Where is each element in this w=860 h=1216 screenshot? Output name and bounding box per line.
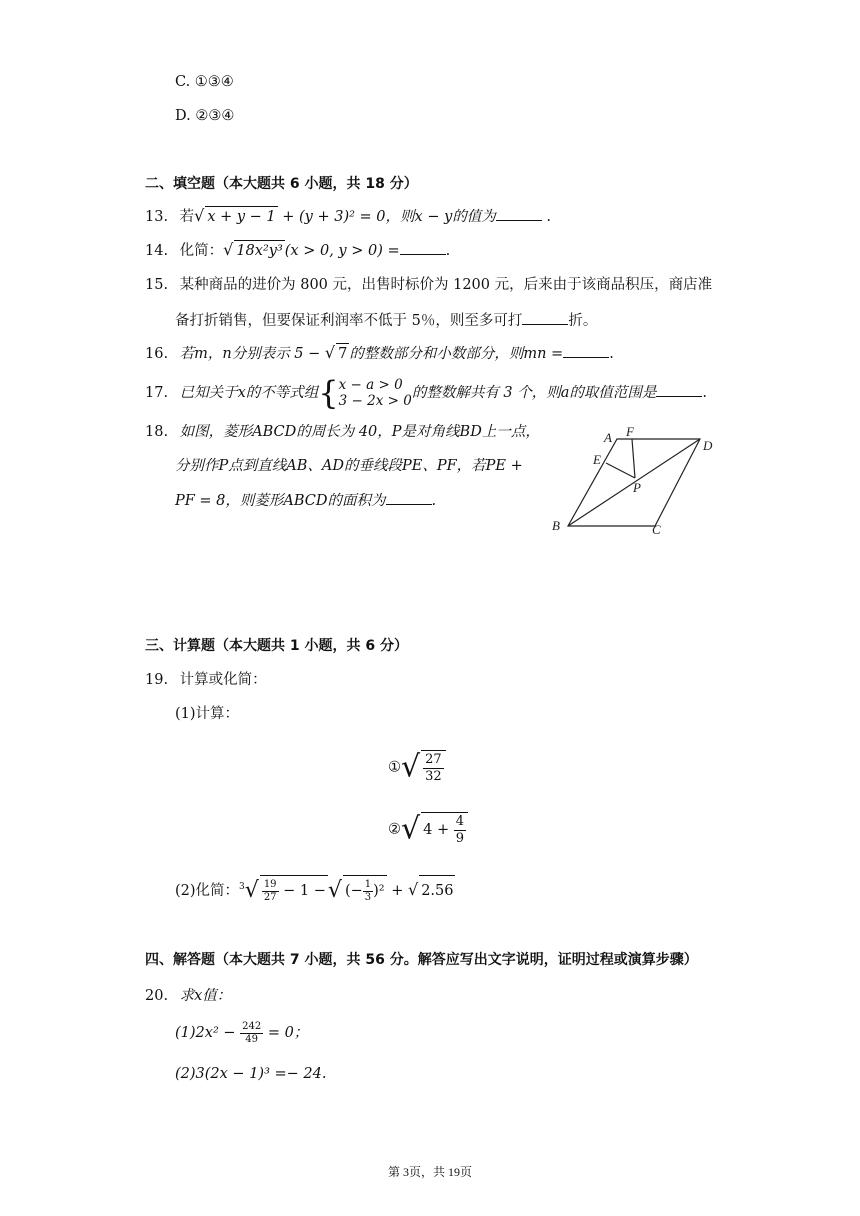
label-a: A xyxy=(604,430,612,445)
option-c: C. ①③④ xyxy=(175,74,234,90)
q16-pre: 若m，n分别表示 5 − xyxy=(179,346,325,362)
q13-mid: + (y + 3)² = 0，则x − y的值为 xyxy=(277,209,496,225)
q14-post: . xyxy=(445,243,451,259)
label-d: D xyxy=(703,438,713,453)
segment-pe xyxy=(606,463,635,478)
answer-blank[interactable] xyxy=(496,206,542,221)
question-15 xyxy=(145,275,712,295)
q20-text: 求x值： xyxy=(179,988,232,1004)
denominator: 49 xyxy=(245,1033,259,1045)
question-18 xyxy=(145,422,540,442)
question-19 xyxy=(145,670,267,690)
answer-blank[interactable] xyxy=(563,343,609,358)
question-number: 18. xyxy=(145,424,169,440)
denominator: 32 xyxy=(425,768,442,784)
q20-part2: (2)3(2x − 1)³ =− 24. xyxy=(175,1066,327,1082)
q18-line1: 如图，菱形ABCD的周长为 40，P是对角线BD上一点， xyxy=(179,424,540,440)
circle-1: ① xyxy=(388,759,401,776)
numerator: 1 xyxy=(364,878,372,890)
q17-pre: 已知关于x的不等式组 xyxy=(179,385,319,401)
q13-radicand: x + y − 1 xyxy=(205,206,277,227)
expr-prefix: 4 + xyxy=(423,822,454,838)
p1-post: = 0； xyxy=(263,1025,309,1041)
question-number: 14. xyxy=(145,243,169,259)
q19-expr-1: ①√ $\frac{27}{32}$ xyxy=(388,750,446,785)
label-p: P xyxy=(633,480,641,495)
q16-mid: 的整数部分和小数部分，则mn = xyxy=(349,346,564,362)
q17-mid: 的整数解共有 3 个，则a的取值范围是 xyxy=(411,385,657,401)
q15-line2-pre: 备打折销售，但要保证利润率不低于 5％，则至多可打 xyxy=(175,313,523,329)
question-18-line2: 分别作P点到直线AB、AD的垂线段PE、PF，若PE + xyxy=(175,458,523,474)
page-footer: 第 3页，共 19页 xyxy=(387,1165,472,1179)
numerator: 27 xyxy=(425,751,442,767)
q13-pre: 若 xyxy=(179,209,195,225)
q14-mid: (x > 0, y > 0) = xyxy=(284,243,400,259)
question-number: 15. xyxy=(145,277,169,293)
section-4-heading: 四、解答题（本大题共 7 小题，共 56 分。解答应写出文字说明，证明过程或演算步骤） xyxy=(145,952,698,968)
question-20 xyxy=(145,986,231,1006)
numerator: 4 xyxy=(455,813,464,829)
question-number: 17. xyxy=(145,385,169,401)
denominator: 3 xyxy=(364,891,372,903)
answer-blank[interactable] xyxy=(656,382,702,397)
q17-post: . xyxy=(702,385,708,401)
question-15-line2 xyxy=(175,310,597,331)
q19-text: 计算或化简： xyxy=(179,672,267,688)
label-f: F xyxy=(626,424,634,439)
radicand-256: 2.56 xyxy=(419,875,455,906)
q14-pre: 化简： xyxy=(179,243,224,259)
plus: + xyxy=(386,882,408,899)
expr-minus: − 1 − xyxy=(278,883,326,900)
q15-line2-post: 折。 xyxy=(568,313,598,329)
label-b: B xyxy=(552,518,560,533)
q19-part1: (1)计算： xyxy=(175,706,240,722)
q16-radicand: 7 xyxy=(336,343,349,364)
inequality-system xyxy=(339,377,412,409)
q13-post: . xyxy=(541,209,551,225)
answer-blank[interactable] xyxy=(522,310,568,325)
section-2-heading: 二、填空题（本大题共 6 小题，共 18 分） xyxy=(145,176,418,192)
numerator: 19 xyxy=(263,878,277,890)
expr-close: )² xyxy=(373,883,385,900)
answer-blank[interactable] xyxy=(400,240,446,255)
q18-line3-post: . xyxy=(431,493,437,509)
part2-label: (2)化简： xyxy=(175,882,240,899)
q18-line3-pre: PF = 8，则菱形ABCD的面积为 xyxy=(175,493,386,509)
q19-part2: (2)化简：$^3$√ $\frac{19}{27}$ − 1 −√ (− $\frac{1}{3}$ )² + √ 2.56 xyxy=(175,872,455,906)
segment-pf xyxy=(632,439,635,478)
question-14: 14. 化简：√ 18x²y³ (x > 0, y > 0) = . xyxy=(145,240,451,259)
question-number: 16. xyxy=(145,346,169,362)
answer-blank[interactable] xyxy=(386,490,432,505)
label-e: E xyxy=(593,452,601,467)
question-18-line3 xyxy=(175,490,436,511)
denominator: 27 xyxy=(263,891,277,903)
option-d: D. ②③④ xyxy=(175,108,235,124)
q14-radicand: 18x²y³ xyxy=(234,240,284,261)
inequality-1: x − a > 0 xyxy=(338,377,403,393)
circle-2: ② xyxy=(388,821,401,838)
p1-pre: (1)2x² − xyxy=(175,1025,241,1041)
cube-root-index: 3 xyxy=(239,882,245,892)
expr-open: (− xyxy=(344,883,363,900)
question-number: 19. xyxy=(145,672,169,688)
rhombus-figure xyxy=(540,420,720,540)
section-3-heading: 三、计算题（本大题共 1 小题，共 6 分） xyxy=(145,638,408,654)
q19-expr-2: ②√ 4 + $\frac{4}{9}$ xyxy=(388,812,468,847)
q15-line1: 某种商品的进价为 800 元，出售时标价为 1200 元，后来由于该商品积压，商店准 xyxy=(179,277,713,293)
label-c: C xyxy=(652,522,661,537)
question-number: 20. xyxy=(145,988,169,1004)
numerator: 242 xyxy=(242,1020,262,1032)
inequality-2: 3 − 2x > 0 xyxy=(338,393,412,409)
question-13: 13. 若√ x + y − 1 + (y + 3)² = 0，则x − y的值为 . xyxy=(145,206,551,225)
q20-part1 xyxy=(175,1018,308,1048)
question-16: 16. 若m，n分别表示 5 − √ 7 的整数部分和小数部分，则mn = . xyxy=(145,343,614,362)
denominator: 9 xyxy=(455,830,464,846)
question-number: 13. xyxy=(145,209,169,225)
q16-post: . xyxy=(609,346,614,362)
question-17: 17. 已知关于x的不等式组{ x − a > 0 3 − 2x > 0 的整数解共有 3 个，则a的取值范围是 . xyxy=(145,374,708,412)
